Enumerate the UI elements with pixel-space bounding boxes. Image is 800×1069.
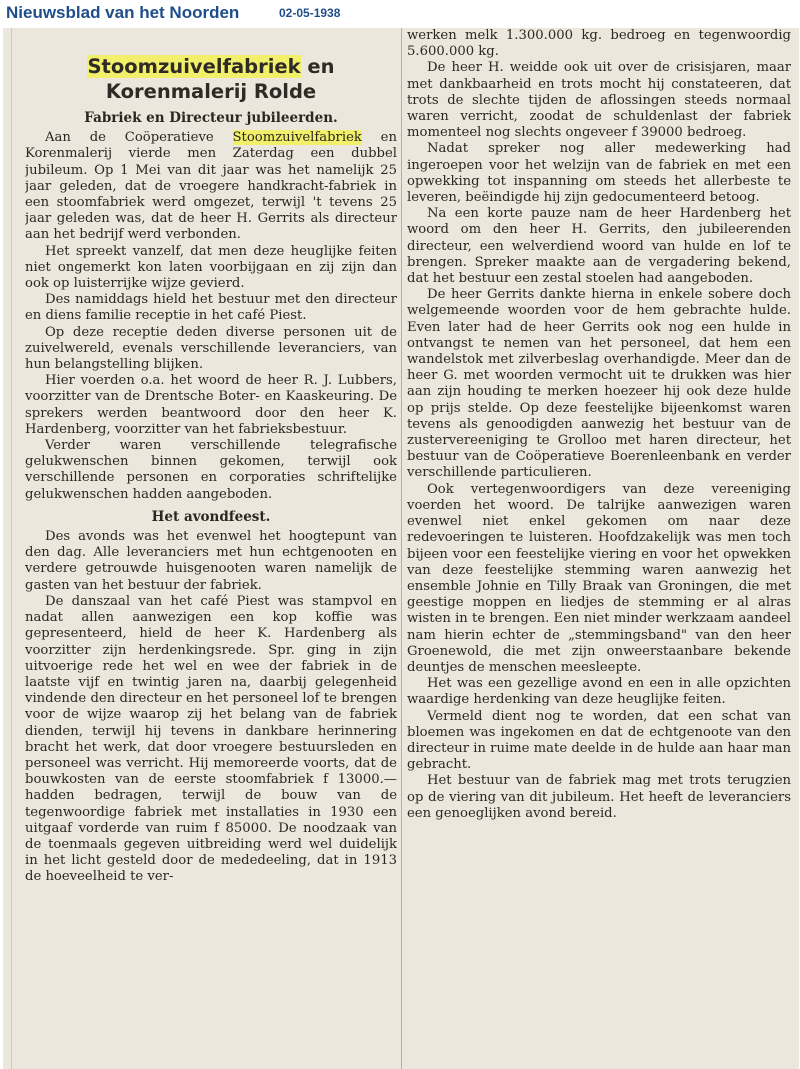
paragraph: Verder waren verschillende telegrafische gelukwenschen binnen gekomen, terwijl ook verschillende personen en corporaties schriftelijke gelukwenschen hadden aangeboden.: [25, 438, 397, 502]
newspaper-name: Nieuwsblad van het Noorden: [6, 3, 240, 22]
paragraph: Hier voerden o.a. het woord de heer R. J. Lubbers, voorzitter van de Drentsche Boter- en Kaaskeuring. De sprekers werden beantwoord door den heer K. Hardenberg, voorzitter van het fabrieksbestuur.: [25, 373, 397, 437]
clipping-edge: [11, 28, 12, 1069]
publication-date: 02-05-1938: [279, 6, 341, 20]
newspaper-clipping: [3, 28, 799, 1069]
paragraph: Het bestuur van de fabriek mag met trots terugzien op de viering van dit jubileum. Het heeft de leveranciers een genoeglijken avond bereid.: [407, 773, 791, 821]
paragraph: Na een korte pauze nam de heer Hardenberg het woord om den heer H. Gerrits, den jubileerenden directeur, een welverdiend woord van hulde en lof te brengen. Spreker maakte aan de vergadering bekend, dat het bestuur een zestal stoelen had aangeboden.: [407, 206, 791, 287]
masthead: [0, 0, 800, 28]
paragraph: Des avonds was het evenwel het hoogtepunt van den dag. Alle leveranciers met hun echtgenooten en verdere getrouwde huisgenooten waren namelijk de gasten van het bestuur der fabriek.: [25, 529, 397, 593]
subheading-jubilee: Fabriek en Directeur jubileerden.: [84, 110, 338, 126]
paragraph: Nadat spreker nog aller medewerking had ingeroepen voor het welzijn van de fabriek en met een opwekking tot inspanning om steeds het allerbeste te leveren, beëindigde hij zijn gedocumenteerd betoog.: [407, 141, 791, 206]
paragraph-text: Aan de Coöperatieve: [45, 130, 233, 146]
title-highlight: Stoomzuivelfabriek: [87, 55, 301, 78]
title-rest: en Korenmalerij Rolde: [105, 55, 335, 103]
paragraph: De heer Gerrits dankte hierna in enkele sobere doch welgemeende woorden voor de hem gebrachte hulde. Even later had de heer Gerrits ook nog een hulde in ontvangst te nemen van het personeel, dat hem een wandelstok met zilverbeslag overhandigde. Meer dan de heer G. met woorden vermocht uit te drukken was hier aan zijn houding te merken hoezeer hij ook deze hulde op prijs stelde. Op deze feestelijke bijeenkomst waren tevens als genoodigden aanwezig het bestuur van de zustervereeniging te Grolloo met haren directeur, het bestuur van de Coöperatieve Boerenleenbank en verder verschillende particulieren.: [407, 287, 791, 481]
column-divider: [401, 28, 402, 1069]
article-title: [25, 54, 397, 104]
paragraph: De danszaal van het café Piest was stampvol en nadat allen aanwezigen een kop koffie was gepresenteerd, hield de heer K. Hardenberg als voorzitter zijn herdenkingsrede. Spr. ging in zijn uitvoerige rede het wel en wee der fabriek in de laatste vijf en twintig jaren na, daarbij gelegenheid vindende den directeur en het personeel lof te brengen voor de wijze waarop zij het belang van de fabriek dienden, terwijl hij tevens in dankbare herinnering bracht het werk, dat door vroegere bestuursleden en personeel was verricht. Hij memoreerde voorts, dat de bouwkosten van de eerste stoomfabriek f 13000.— hadden bedragen, terwijl de bouw van de tegenwoordige fabriek met installaties in 1930 een uitgaaf vorderde van ruim f 85000. De noodzaak van de toenmaals gegeven uitbreiding werd wel duidelijk in het licht gesteld door de mededeeling, dat in 1913 de hoeveelheid te ver-: [25, 593, 397, 885]
subheading-evening: Het avondfeest.: [151, 508, 271, 525]
paragraph-text: en Korenmalerij vierde men Zaterdag een dubbel jubileum. Op 1 Mei van dit jaar was het namelijk 25 jaar geleden, dat de vroegere handkracht-fabriek in een stoomfabriek werd omgezet, terwijl 't tevens 25 jaar geleden was, dat de heer H. Gerrits als directeur aan het bedrijf werd verbonden.: [25, 130, 397, 243]
paragraph: Het spreekt vanzelf, dat men deze heuglijke feiten niet ongemerkt kon laten voorbijgaan en zij zijn dan ook op luisterrijke wijze gevierd.: [25, 243, 397, 292]
paragraph: Het was een gezellige avond en een in alle opzichten waardige herdenking van deze heuglijke feiten.: [407, 676, 791, 708]
body-highlight: Stoomzuivelfabriek: [232, 130, 362, 146]
paragraph: Ook vertegenwoordigers van deze vereeniging voerden het woord. De talrijke aanwezigen waren evenwel niet enkel gekomen om naar deze redevoeringen te luisteren. Hoofdzakelijk was men toch bijeen voor een feestelijke viering en voor het opwekken van deze feestelijke stemming waren aanwezig het ensemble Johnie en Tilly Braak van Groningen, die met geestige moppen en liedjes de stemming er al alras wisten in te brengen. Een niet minder werkzaam aandeel nam hierin echter de „stemmingsband" van den heer Groenewold, die met zijn onweerstaanbare bekende deuntjes de menschen meesleepte.: [407, 481, 791, 675]
column-left: [25, 28, 397, 1069]
paragraph: Des namiddags hield het bestuur met den directeur en diens familie receptie in het café Piest.: [25, 292, 397, 324]
paragraph: Op deze receptie deden diverse personen uit de zuivelwereld, evenals verschillende leveranciers, van hun belangstelling blijken.: [25, 324, 397, 373]
paragraph: [25, 130, 397, 243]
paragraph: De heer H. weidde ook uit over de crisisjaren, maar met dankbaarheid en trots mocht hij constateeren, dat trots de slechte tijden de aflossingen steeds normaal waren verricht, zoodat de schuldenlast der fabriek momenteel nog slechts ongeveer f 39000 bedroeg.: [407, 60, 791, 141]
paragraph: Vermeld dient nog te worden, dat een schat van bloemen was ingekomen en dat de echtgenoote van den directeur in ruime mate deelde in de hulde aan haar man gebracht.: [407, 708, 791, 773]
column-right: [407, 28, 791, 1069]
paragraph: werken melk 1.300.000 kg. bedroeg en tegenwoordig 5.600.000 kg.: [407, 28, 791, 60]
